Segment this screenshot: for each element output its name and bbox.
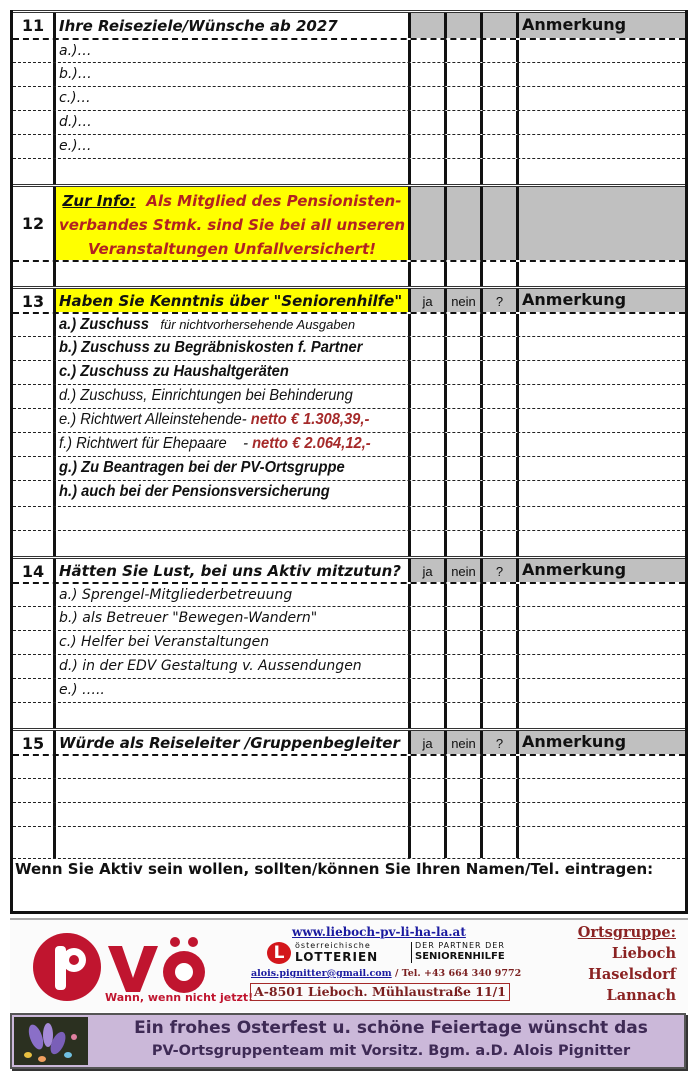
section-title: Ihre Reiseziele/Wünsche ab 2027: [53, 13, 408, 38]
option-text: c.) Helfer bei Veranstaltungen: [53, 631, 408, 654]
footer: [10, 918, 688, 1012]
table-row[interactable]: [13, 480, 685, 506]
table-row[interactable]: [13, 360, 685, 384]
table-row[interactable]: [13, 530, 685, 556]
info-text: Als Mitglied des Pensionisten-verbandes Stmk. sind Sie bei all unseren Veranstaltungen Unfallversichert!: [58, 192, 406, 258]
table-row[interactable]: [13, 408, 685, 432]
table-row[interactable]: [13, 654, 685, 678]
lotterien-icon: L: [267, 942, 291, 964]
section-title: Hätten Sie Lust, bei uns Aktiv mitzutun?: [53, 559, 408, 582]
table-row[interactable]: [13, 606, 685, 630]
option-text: c.)…: [53, 87, 408, 110]
group-item: Lieboch: [611, 945, 676, 962]
info-box: [53, 187, 408, 260]
option-text: a.)…: [53, 40, 408, 62]
option-text: d.) Zuschuss, Einrichtungen bei Behinderung: [53, 385, 408, 408]
lotterien-logo: L österreichische LOTTERIEN DER PARTNER DER SENIORENHILFE: [265, 941, 525, 965]
table-row[interactable]: [13, 778, 685, 802]
table-row[interactable]: [13, 86, 685, 110]
contact-line: [251, 968, 521, 979]
section-14-header: [13, 556, 685, 582]
table-row[interactable]: [13, 702, 685, 728]
remark-header: Anmerkung: [516, 731, 685, 754]
nein-label: nein: [444, 559, 480, 582]
table-row[interactable]: [13, 506, 685, 530]
option-text: e.)…: [53, 135, 408, 158]
table-row[interactable]: [13, 312, 685, 336]
ja-label: ja: [408, 559, 444, 582]
remark-header: Anmerkung: [516, 559, 685, 582]
section-11-header: [13, 10, 685, 38]
table-row[interactable]: [13, 754, 685, 778]
ja-label: ja: [408, 731, 444, 754]
unsure-label: ?: [480, 559, 516, 582]
contact-note: Wenn Sie Aktiv sein wollen, sollten/können Sie Ihren Namen/Tel. eintragen:: [15, 860, 654, 878]
table-row[interactable]: [13, 432, 685, 456]
ja-cell: [408, 13, 444, 38]
section-number: 12: [21, 214, 45, 233]
table-row[interactable]: [13, 62, 685, 86]
section-title: Haben Sie Kenntnis über "Seniorenhilfe": [53, 289, 408, 312]
table-row[interactable]: [13, 630, 685, 654]
ja-label: ja: [408, 289, 444, 312]
table-row[interactable]: [13, 110, 685, 134]
option-text: a.) Sprengel-Mitgliederbetreuung: [53, 584, 408, 606]
crocus-image: [14, 1017, 88, 1065]
section-12-info: [13, 184, 685, 260]
table-row[interactable]: [13, 134, 685, 158]
option-text: d.) in der EDV Gestaltung v. Aussendungen: [53, 655, 408, 678]
phone: / Tel. +43 664 340 9772: [391, 968, 522, 979]
option-text: g.) Zu Beantragen bei der PV-Ortsgruppe: [53, 457, 408, 480]
table-row[interactable]: [13, 456, 685, 480]
table-row[interactable]: [13, 336, 685, 360]
section-number: 14: [21, 562, 45, 581]
table-row[interactable]: [13, 260, 685, 286]
section-number: 15: [21, 734, 45, 753]
table-row[interactable]: [13, 158, 685, 184]
table-row[interactable]: [13, 678, 685, 702]
section-number: 11: [21, 16, 45, 35]
nein-cell: [444, 13, 480, 38]
website-link[interactable]: www.lieboch-pv-li-ha-la.at: [292, 925, 466, 939]
option-text: h.) auch bei der Pensionsversicherung: [53, 481, 408, 506]
email-link[interactable]: alois.pignitter@gmail.com: [251, 968, 392, 979]
option-text: d.)…: [53, 111, 408, 134]
table-row[interactable]: [13, 38, 685, 62]
local-groups: [578, 922, 676, 1006]
unsure-label: ?: [480, 731, 516, 754]
table-row[interactable]: [13, 582, 685, 606]
unsure-label: ?: [480, 289, 516, 312]
option-text: e.) Richtwert Alleinstehende- netto € 1.308,39,-: [53, 409, 408, 432]
address: A-8501 Lieboch. Mühlaustraße 11/1: [250, 983, 510, 1001]
option-text: b.) Zuschuss zu Begräbniskosten f. Partner: [53, 337, 408, 360]
question-cell: [480, 13, 516, 38]
divider: [13, 858, 685, 859]
group-title: Ortsgruppe:: [577, 924, 676, 941]
nein-label: nein: [444, 289, 480, 312]
remark-header: Anmerkung: [516, 289, 685, 312]
remark-header: Anmerkung: [516, 13, 685, 38]
option-text: b.)…: [53, 63, 408, 86]
option-text: e.) …..: [53, 679, 408, 702]
option-text: a.) Zuschuss für nichtvorhersehende Ausgaben: [53, 314, 408, 336]
option-text: b.) als Betreuer "Bewegen-Wandern": [53, 607, 408, 630]
table-row[interactable]: [13, 826, 685, 858]
section-15-header: [13, 728, 685, 754]
section-number: 13: [21, 292, 45, 311]
banner-line-2: PV-Ortsgruppenteam mit Vorsitz. Bgm. a.D. Alois Pignitter: [151, 1043, 631, 1059]
group-item: Haselsdorf: [588, 966, 676, 983]
option-text: c.) Zuschuss zu Haushaltgeräten: [53, 361, 408, 384]
easter-banner: [10, 1013, 686, 1069]
table-row[interactable]: [13, 802, 685, 826]
section-title: Würde als Reiseleiter /Gruppenbegleiter: [53, 731, 408, 754]
banner-line-1: Ein frohes Osterfest u. schöne Feiertage wünscht das: [134, 1018, 648, 1038]
section-13-header: [13, 286, 685, 312]
slogan: Wann, wenn nicht jetzt!: [105, 991, 254, 1004]
option-text: f.) Richtwert für Ehepaare - netto € 2.064,12,-: [53, 433, 408, 456]
amount-single: netto € 1.308,39,-: [246, 411, 370, 428]
table-row[interactable]: [13, 384, 685, 408]
info-label: Zur Info:: [62, 192, 136, 210]
group-item: Lannach: [606, 987, 676, 1004]
nein-label: nein: [444, 731, 480, 754]
survey-form: [10, 10, 688, 914]
amount-couple: netto € 2.064,12,-: [247, 435, 371, 452]
